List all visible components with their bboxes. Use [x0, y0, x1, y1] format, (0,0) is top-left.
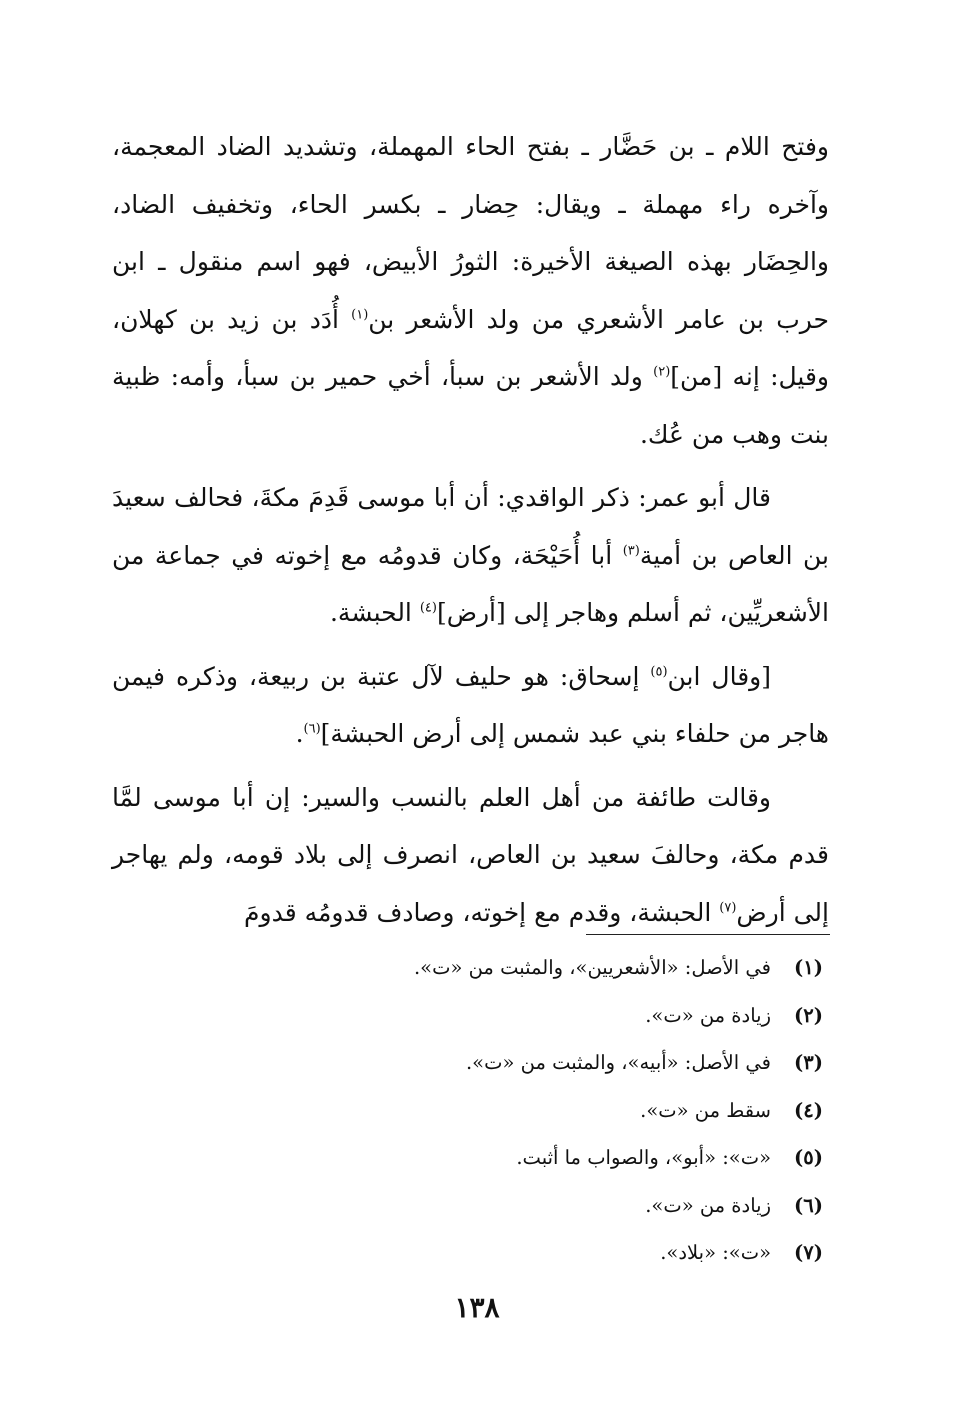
footnote	[300, 1087, 823, 1135]
footnote	[300, 944, 823, 992]
footnote-ref: (٦)	[303, 721, 321, 737]
footnote-ref: (٧)	[719, 900, 737, 916]
paragraph	[112, 769, 829, 942]
footnote-number: (٥)	[794, 1146, 823, 1169]
footnote-number: (٣)	[794, 1051, 823, 1074]
paragraph-text: وفتح اللام ـ بن حَضَّار ـ بفتح الحاء المهملة، وتشديد الضاد المعجمة، وآخره راء مهملة ـ ويقال: حِضار ـ بكسر الحاء، وتخفيف الضاد، والحِضَار بهذه الصيغة الأخيرة: الثورُ الأبيض، فهو اسم منقول ـ ابن حرب بن عامر الأشعري من ولد الأشعر بن	[112, 132, 829, 334]
paragraph-text: أبا أُحَيْحَة، وكان قدومُه مع إخوته في جماعة من الأشعريِّين، ثم أسلم وهاجر إلى [أرض]	[112, 540, 829, 627]
footnote-number: (٤)	[794, 1098, 823, 1122]
paragraph	[112, 118, 829, 463]
paragraph-text: ولد الأشعر بن سبأ، أخي حمير بن سبأ، وأمه: ظبية بنت وهب من عُك.	[112, 362, 829, 449]
footnote-ref: (١)	[351, 307, 369, 323]
footnote-text: سقط من «ت».	[640, 1098, 771, 1122]
footnote-text: في الأصل: «أبيه»، والمثبت من «ت».	[465, 1051, 771, 1074]
paragraph-text: وقالت طائفة من أهل العلم بالنسب والسير: إن أبا موسى لمَّا قدم مكة، وحالفَ سعيد بن العاص، انصرف إلى بلاد قومه، ولم يهاجر إلى أرض	[112, 782, 829, 927]
footnote-ref: (٢)	[653, 364, 671, 380]
footnote-ref: (٣)	[622, 543, 640, 559]
footnote	[300, 992, 823, 1040]
footnote-number: (٧)	[794, 1241, 823, 1264]
paragraph	[112, 469, 829, 642]
footnote-text: في الأصل: «الأشعريين»، والمثبت من «ت».	[413, 956, 771, 979]
footnote-ref: (٤)	[419, 600, 437, 616]
page-number: ١٣٨	[454, 1291, 500, 1324]
footnote-text: «ت»: «بلاد».	[660, 1241, 771, 1264]
footnote	[300, 1134, 823, 1182]
footnote	[300, 1182, 823, 1230]
paragraph-text: الحبشة، وقدم مع إخوته، وصادف قدومُه قدومَ	[244, 897, 720, 927]
footnote-text: «ت»: «أبو»، والصواب ما أثبت.	[516, 1146, 771, 1169]
footnote-number: (١)	[794, 956, 823, 979]
paragraph-text: الحبشة.	[329, 598, 420, 627]
footnote	[300, 1039, 823, 1087]
paragraph-text: .	[295, 719, 304, 748]
footnote	[300, 1229, 823, 1277]
footnote-number: (٢)	[794, 1003, 823, 1027]
footnote-number: (٦)	[794, 1193, 823, 1217]
paragraph-text: إسحاق: هو حليف لآل عتبة بن ربيعة، وذكره فيمن هاجر من حلفاء بني عبد شمس إلى أرض الحبشة]	[112, 661, 829, 748]
footnote-divider	[586, 934, 830, 935]
footnote-ref: (٥)	[650, 664, 668, 680]
paragraph	[112, 648, 829, 763]
footnote-text: زيادة من «ت».	[645, 1193, 771, 1217]
footnotes	[300, 944, 823, 1277]
footnote-text: زيادة من «ت».	[645, 1003, 771, 1027]
paragraph-text: [وقال ابن	[667, 661, 771, 691]
paragraph-text: أُدَد بن زيد بن كهلان، وقيل: إنه [من]	[112, 304, 829, 391]
main-text	[112, 118, 829, 941]
paragraph-text: قال أبو عمر: ذكر الواقدي: أن أبا موسى قَدِمَ مكةَ، فحالف سعيدَ بن العاص بن أمية	[112, 483, 829, 570]
